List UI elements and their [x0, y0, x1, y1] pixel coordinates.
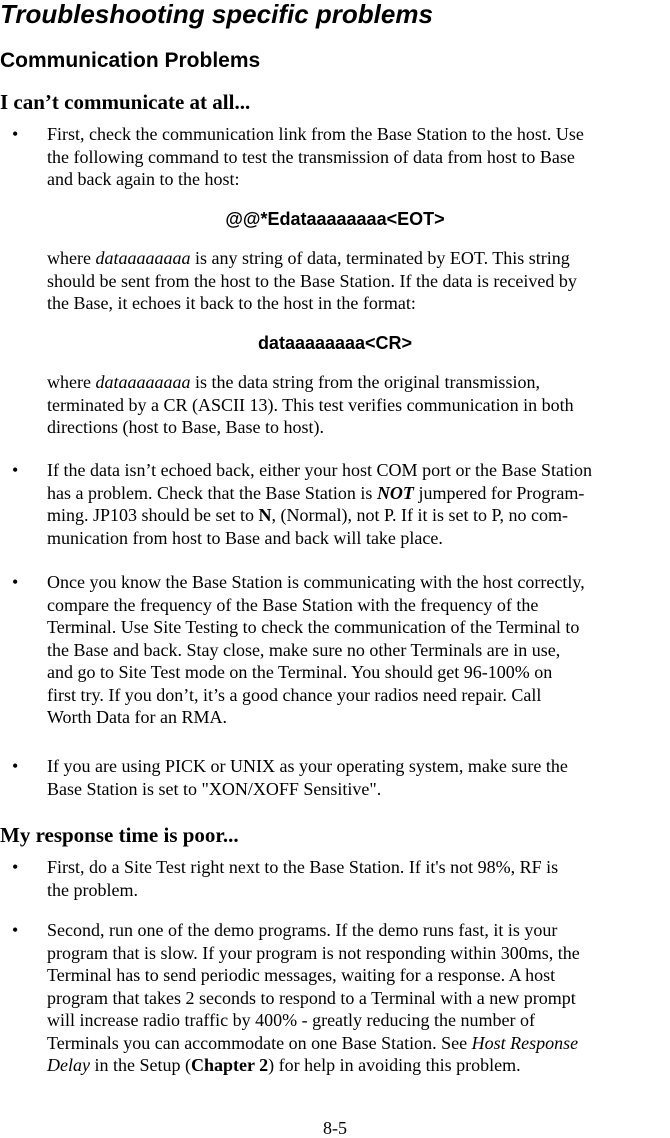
bullet-marker: • — [12, 572, 19, 592]
text-line: the following command to test the transmission of data from host to Base — [47, 146, 575, 167]
reference-host-response: Host Response — [471, 1032, 579, 1053]
list-item-pick-unix: If you are using PICK or UNIX as your operating system, make sure the Base Station is set to "XON/XOFF Sensitive". — [47, 756, 568, 799]
bullet-marker: • — [12, 857, 19, 877]
variable-data: dataaaaaaaa — [95, 372, 191, 392]
list-item-demo-programs: Second, run one of the demo programs. If the demo runs fast, it is your program that is slow. If your program is not responding within 300ms, the Terminal has to send periodic messages, waiting for a response. A host program that takes 2 seconds to respond to a Terminal with a new prompt will increase radio traffic by 400% - greatly reducing the number of Terminals you can accommodate on one Base Station. See Host Response Delay in the Setup (Chapter 2) for help in avoiding this problem. — [47, 920, 580, 1075]
emphasis-not: NOT — [376, 482, 414, 503]
text-line: First, check the communication link from the Base Station to the host. Use — [47, 124, 584, 144]
bullet-marker: • — [12, 920, 19, 940]
reference-delay: Delay — [47, 1055, 90, 1075]
text-line: and back again to the host: — [47, 169, 240, 189]
chapter-reference: Chapter 2 — [190, 1055, 269, 1075]
page-number: 8-5 — [323, 1118, 347, 1138]
variable-data: dataaaaaaaa — [95, 248, 191, 268]
problem-heading-response-time: My response time is poor... — [0, 823, 239, 847]
list-item-check-link — [47, 123, 670, 191]
paragraph-where-echo: where dataaaaaaaa is the data string from the original transmission, terminated by a CR (ASCII 13). This test verifies communication in both directions (host to Base, Base to host). — [47, 372, 574, 437]
list-item-site-test-base: First, do a Site Test right next to the Base Station. If it's not 98%, RF is the problem. — [47, 857, 559, 900]
bullet-marker: • — [12, 460, 19, 480]
bullet-marker: • — [12, 124, 19, 144]
bullet-marker: • — [12, 756, 19, 776]
list-item-site-testing: Once you know the Base Station is communicating with the host correctly, compare the frequency of the Base Station with the frequency of the Terminal. Use Site Testing to check the communication of the Terminal to the Base and back. Stay close, make sure no other Terminals are in use, and go to Site Test mode on the Terminal. You should get 96-100% on first try. If you don’t, it’s a good chance your radios need repair. Call Worth Data for an RMA. — [47, 572, 585, 727]
command-data-cr: dataaaaaaaa<CR> — [257, 333, 413, 353]
jumper-setting-n: N — [258, 505, 272, 525]
page-title: Troubleshooting specific problems — [0, 0, 433, 29]
command-edata: @@*Edataaaaaaaa<EOT> — [225, 209, 445, 229]
section-heading: Communication Problems — [0, 49, 261, 72]
problem-heading-communicate: I can’t communicate at all... — [0, 90, 251, 114]
list-item-not-echoed: If the data isn’t echoed back, either your host COM port or the Base Station has a problem. Check that the Base Station is NOT jumpered for Program- ming. JP103 should be set to N, (Normal), not P. If it is set to P, no com- munication from host to Base and back will take place. — [47, 460, 593, 548]
paragraph-where-data: where dataaaaaaaa is any string of data, terminated by EOT. This string should be sent from the host to the Base Station. If the data is received by the Base, it echoes it back to the host in the format: — [47, 248, 577, 313]
